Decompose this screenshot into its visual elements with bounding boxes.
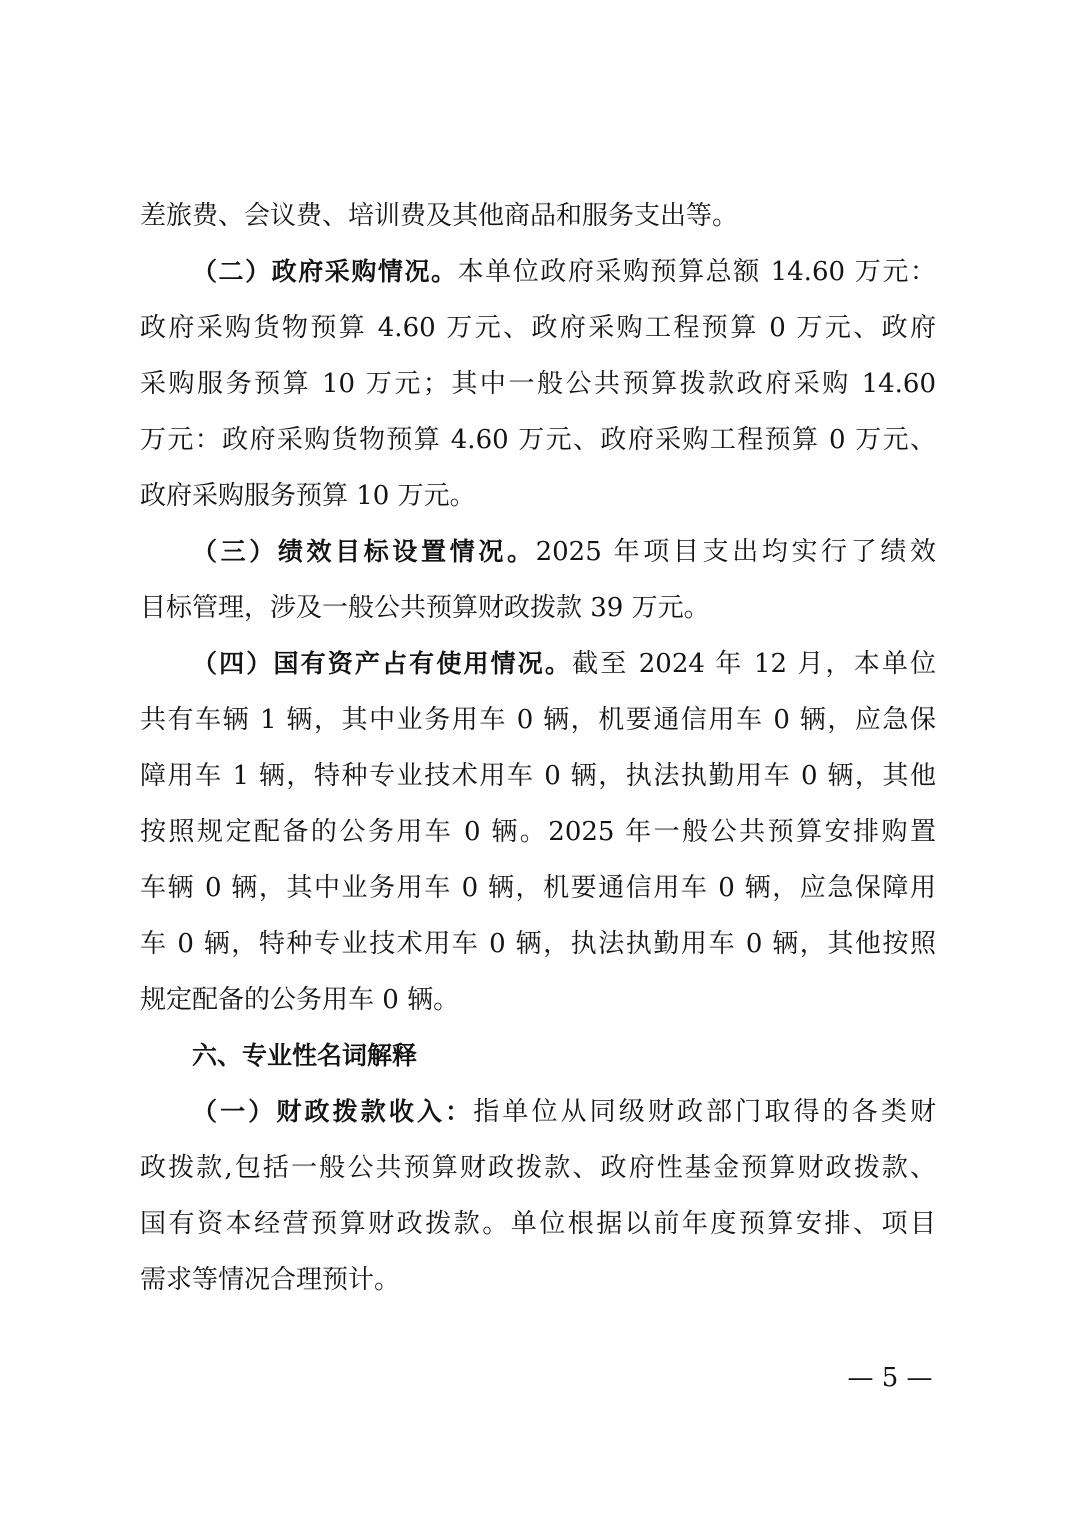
document-body — [140, 188, 936, 1308]
text-line: 障用车 1 辆，特种专业技术用车 0 辆，执法执勤用车 0 辆，其他 — [140, 761, 936, 791]
text-line: 政府采购服务预算 10 万元。 — [140, 481, 476, 511]
text-line: 车辆 0 辆，其中业务用车 0 辆，机要通信用车 0 辆，应急保障用 — [140, 873, 936, 903]
fiscal-heading: （一）财政拨款收入： — [192, 1097, 474, 1126]
fiscal-paragraph-first-line — [140, 1084, 936, 1140]
text-line: 需求等情况合理预计。 — [140, 1265, 401, 1295]
text-line: 万元：政府采购货物预算 4.60 万元、政府采购工程预算 0 万元、 — [140, 425, 936, 455]
procurement-heading: （二）政府采购情况。 — [192, 257, 458, 286]
assets-text: 截至 2024 年 12 月，本单位 — [572, 649, 936, 679]
text-line: 政拨款,包括一般公共预算财政拨款、政府性基金预算财政拨款、 — [140, 1153, 936, 1183]
procurement-paragraph-first-line — [140, 244, 936, 300]
performance-text: 2025 年项目支出均实行了绩效 — [535, 537, 936, 567]
text-line: 目标管理，涉及一般公共预算财政拨款 39 万元。 — [140, 593, 710, 623]
text-line: 差旅费、会议费、培训费及其他商品和服务支出等。 — [140, 201, 739, 231]
performance-paragraph-first-line — [140, 524, 936, 580]
assets-paragraph-first-line — [140, 636, 936, 692]
text-line: 采购服务预算 10 万元；其中一般公共预算拨款政府采购 14.60 — [140, 369, 936, 399]
text-line: 国有资本经营预算财政拨款。单位根据以前年度预算安排、项目 — [140, 1209, 936, 1239]
text-line: 按照规定配备的公务用车 0 辆。2025 年一般公共预算安排购置 — [140, 817, 936, 847]
page-number: — 5 — — [847, 1363, 933, 1393]
assets-heading: （四）国有资产占有使用情况。 — [192, 649, 573, 678]
text-line: 共有车辆 1 辆，其中业务用车 0 辆，机要通信用车 0 辆，应急保 — [140, 705, 936, 735]
text-line: 政府采购货物预算 4.60 万元、政府采购工程预算 0 万元、政府 — [140, 313, 936, 343]
text-line: 规定配备的公务用车 0 辆。 — [140, 985, 460, 1015]
procurement-text: 本单位政府采购预算总额 14.60 万元： — [457, 257, 936, 287]
section-heading: 六、专业性名词解释 — [192, 1041, 418, 1070]
fiscal-text: 指单位从同级财政部门取得的各类财 — [473, 1097, 936, 1127]
performance-heading: （三）绩效目标设置情况。 — [192, 537, 536, 566]
text-line: 车 0 辆，特种专业技术用车 0 辆，执法执勤用车 0 辆，其他按照 — [140, 929, 936, 959]
